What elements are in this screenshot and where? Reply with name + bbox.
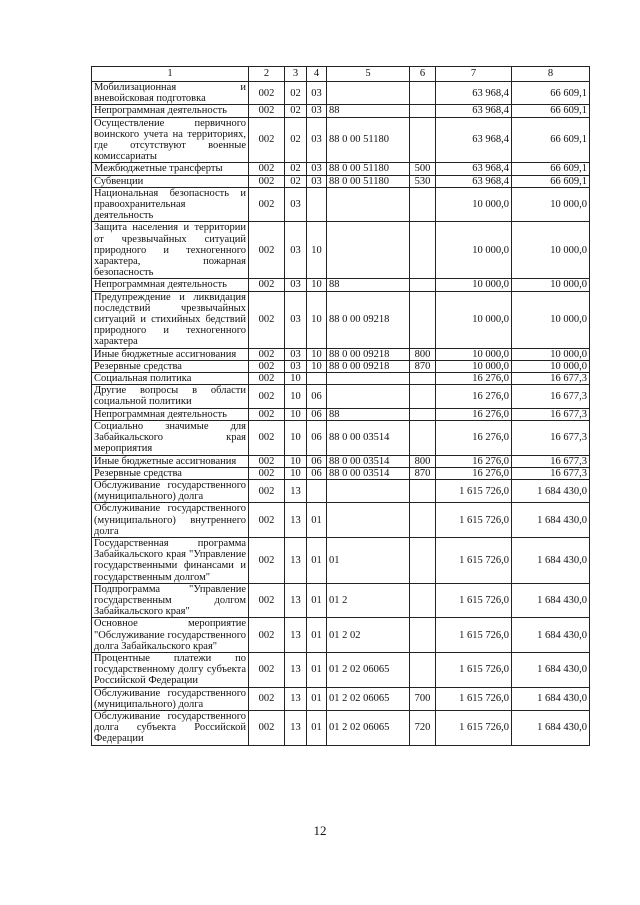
ministry-code-cell: 002	[249, 175, 285, 187]
amount-col8-cell: 1 684 430,0	[512, 710, 590, 745]
budget-table	[91, 66, 590, 746]
subsection-code-cell: 01	[307, 618, 327, 653]
amount-col7-cell: 1 615 726,0	[436, 583, 512, 618]
section-code-cell: 13	[285, 652, 307, 687]
amount-col8-cell: 16 677,3	[512, 385, 590, 408]
ministry-code-cell: 002	[249, 687, 285, 710]
target-article-cell	[327, 385, 410, 408]
section-code-cell: 13	[285, 583, 307, 618]
table-row	[92, 710, 590, 745]
expense-type-cell	[410, 652, 436, 687]
section-code-cell: 10	[285, 467, 307, 479]
amount-col7-cell: 10 000,0	[436, 187, 512, 222]
table-row	[92, 222, 590, 279]
amount-col8-cell: 10 000,0	[512, 222, 590, 279]
subsection-code-cell: 01	[307, 710, 327, 745]
row-name-cell: Подпрограмма "Управление государственным долгом Забайкальского края"	[92, 583, 249, 618]
expense-type-cell	[410, 117, 436, 163]
subsection-code-cell: 01	[307, 537, 327, 583]
table-row	[92, 187, 590, 222]
target-article-cell: 88 0 00 09218	[327, 291, 410, 348]
subsection-code-cell: 10	[307, 291, 327, 348]
section-code-cell: 02	[285, 105, 307, 117]
ministry-code-cell: 002	[249, 291, 285, 348]
subsection-code-cell: 06	[307, 385, 327, 408]
section-code-cell: 13	[285, 537, 307, 583]
expense-type-cell	[410, 279, 436, 291]
amount-col8-cell: 16 677,3	[512, 467, 590, 479]
row-name-cell: Резервные средства	[92, 467, 249, 479]
section-code-cell: 03	[285, 291, 307, 348]
amount-col8-cell: 10 000,0	[512, 187, 590, 222]
subsection-code-cell	[307, 187, 327, 222]
row-name-cell: Непрограммная деятельность	[92, 408, 249, 420]
ministry-code-cell: 002	[249, 82, 285, 105]
row-name-cell: Осуществление первичного воинского учета на территориях, где отсутствуют военные комиссариаты	[92, 117, 249, 163]
row-name-cell: Процентные платежи по государственному долгу субъекта Российской Федерации	[92, 652, 249, 687]
table-row	[92, 291, 590, 348]
column-header-4: 4	[307, 67, 327, 82]
subsection-code-cell: 03	[307, 117, 327, 163]
expense-type-cell	[410, 537, 436, 583]
amount-col7-cell: 10 000,0	[436, 360, 512, 372]
amount-col7-cell: 63 968,4	[436, 163, 512, 175]
table-row	[92, 467, 590, 479]
ministry-code-cell: 002	[249, 710, 285, 745]
expense-type-cell	[410, 503, 436, 538]
amount-col8-cell: 66 609,1	[512, 105, 590, 117]
ministry-code-cell: 002	[249, 618, 285, 653]
section-code-cell: 03	[285, 222, 307, 279]
expense-type-cell	[410, 479, 436, 502]
amount-col7-cell: 63 968,4	[436, 175, 512, 187]
target-article-cell: 88 0 00 51180	[327, 175, 410, 187]
ministry-code-cell: 002	[249, 117, 285, 163]
row-name-cell: Обслуживание государственного (муниципального) внутреннего долга	[92, 503, 249, 538]
section-code-cell: 10	[285, 408, 307, 420]
target-article-cell: 01	[327, 537, 410, 583]
subsection-code-cell: 06	[307, 467, 327, 479]
ministry-code-cell: 002	[249, 467, 285, 479]
row-name-cell: Непрограммная деятельность	[92, 279, 249, 291]
amount-col8-cell: 10 000,0	[512, 360, 590, 372]
row-name-cell: Предупреждение и ликвидация последствий чрезвычайных ситуаций и стихийных бедствий природного и техногенного характера	[92, 291, 249, 348]
target-article-cell: 01 2 02 06065	[327, 652, 410, 687]
ministry-code-cell: 002	[249, 408, 285, 420]
row-name-cell: Иные бюджетные ассигнования	[92, 455, 249, 467]
amount-col7-cell: 63 968,4	[436, 82, 512, 105]
amount-col7-cell: 10 000,0	[436, 222, 512, 279]
section-code-cell: 13	[285, 479, 307, 502]
section-code-cell: 13	[285, 503, 307, 538]
expense-type-cell	[410, 583, 436, 618]
section-code-cell: 10	[285, 420, 307, 455]
amount-col7-cell: 63 968,4	[436, 117, 512, 163]
amount-col8-cell: 1 684 430,0	[512, 537, 590, 583]
subsection-code-cell: 01	[307, 652, 327, 687]
expense-type-cell	[410, 291, 436, 348]
section-code-cell: 02	[285, 117, 307, 163]
target-article-cell: 88 0 00 09218	[327, 348, 410, 360]
amount-col8-cell: 1 684 430,0	[512, 503, 590, 538]
subsection-code-cell: 03	[307, 163, 327, 175]
column-header-3: 3	[285, 67, 307, 82]
subsection-code-cell: 01	[307, 503, 327, 538]
row-name-cell: Защита населения и территории от чрезвычайных ситуаций природного и техногенного характера, пожарная безопасность	[92, 222, 249, 279]
target-article-cell: 88	[327, 279, 410, 291]
target-article-cell	[327, 373, 410, 385]
target-article-cell: 01 2 02	[327, 618, 410, 653]
table-row	[92, 117, 590, 163]
target-article-cell: 88	[327, 105, 410, 117]
target-article-cell	[327, 187, 410, 222]
amount-col8-cell: 1 684 430,0	[512, 652, 590, 687]
row-name-cell: Другие вопросы в области социальной политики	[92, 385, 249, 408]
expense-type-cell: 500	[410, 163, 436, 175]
subsection-code-cell: 01	[307, 687, 327, 710]
table-body	[92, 82, 590, 746]
target-article-cell: 88 0 00 03514	[327, 467, 410, 479]
expense-type-cell	[410, 420, 436, 455]
column-header-5: 5	[327, 67, 410, 82]
table-row	[92, 687, 590, 710]
amount-col8-cell: 1 684 430,0	[512, 687, 590, 710]
table-row	[92, 348, 590, 360]
row-name-cell: Иные бюджетные ассигнования	[92, 348, 249, 360]
section-code-cell: 10	[285, 373, 307, 385]
row-name-cell: Субвенции	[92, 175, 249, 187]
row-name-cell: Обслуживание государственного (муниципального) долга	[92, 687, 249, 710]
target-article-cell: 88 0 00 51180	[327, 163, 410, 175]
target-article-cell: 88	[327, 408, 410, 420]
expense-type-cell	[410, 105, 436, 117]
table-row	[92, 373, 590, 385]
section-code-cell: 13	[285, 710, 307, 745]
expense-type-cell: 870	[410, 467, 436, 479]
row-name-cell: Социальная политика	[92, 373, 249, 385]
section-code-cell: 13	[285, 618, 307, 653]
column-header-8: 8	[512, 67, 590, 82]
ministry-code-cell: 002	[249, 537, 285, 583]
subsection-code-cell: 10	[307, 348, 327, 360]
row-name-cell: Обслуживание государственного долга субъекта Российской Федерации	[92, 710, 249, 745]
ministry-code-cell: 002	[249, 187, 285, 222]
table-row	[92, 652, 590, 687]
expense-type-cell: 700	[410, 687, 436, 710]
section-code-cell: 02	[285, 82, 307, 105]
amount-col8-cell: 16 677,3	[512, 408, 590, 420]
amount-col8-cell: 66 609,1	[512, 175, 590, 187]
target-article-cell: 88 0 00 51180	[327, 117, 410, 163]
expense-type-cell	[410, 187, 436, 222]
amount-col8-cell: 66 609,1	[512, 82, 590, 105]
amount-col7-cell: 1 615 726,0	[436, 687, 512, 710]
row-name-cell: Государственная программа Забайкальского края "Управление государственными финансами и государственным долгом"	[92, 537, 249, 583]
amount-col7-cell: 16 276,0	[436, 455, 512, 467]
table-row	[92, 82, 590, 105]
amount-col8-cell: 16 677,3	[512, 420, 590, 455]
amount-col7-cell: 1 615 726,0	[436, 503, 512, 538]
section-code-cell: 03	[285, 360, 307, 372]
amount-col7-cell: 1 615 726,0	[436, 618, 512, 653]
target-article-cell	[327, 479, 410, 502]
table-row	[92, 408, 590, 420]
row-name-cell: Социально значимые для Забайкальского края мероприятия	[92, 420, 249, 455]
amount-col8-cell: 16 677,3	[512, 455, 590, 467]
table-row	[92, 503, 590, 538]
amount-col7-cell: 63 968,4	[436, 105, 512, 117]
header-row	[92, 67, 590, 82]
target-article-cell	[327, 222, 410, 279]
subsection-code-cell: 03	[307, 105, 327, 117]
column-header-6: 6	[410, 67, 436, 82]
table-row	[92, 163, 590, 175]
ministry-code-cell: 002	[249, 479, 285, 502]
target-article-cell: 01 2	[327, 583, 410, 618]
column-header-1: 1	[92, 67, 249, 82]
ministry-code-cell: 002	[249, 373, 285, 385]
amount-col8-cell: 1 684 430,0	[512, 618, 590, 653]
amount-col7-cell: 16 276,0	[436, 373, 512, 385]
section-code-cell: 13	[285, 687, 307, 710]
ministry-code-cell: 002	[249, 222, 285, 279]
ministry-code-cell: 002	[249, 279, 285, 291]
ministry-code-cell: 002	[249, 503, 285, 538]
row-name-cell: Непрограммная деятельность	[92, 105, 249, 117]
column-header-7: 7	[436, 67, 512, 82]
target-article-cell: 01 2 02 06065	[327, 687, 410, 710]
row-name-cell: Обслуживание государственного (муниципального) долга	[92, 479, 249, 502]
subsection-code-cell: 10	[307, 222, 327, 279]
ministry-code-cell: 002	[249, 163, 285, 175]
ministry-code-cell: 002	[249, 105, 285, 117]
table-row	[92, 385, 590, 408]
amount-col7-cell: 10 000,0	[436, 348, 512, 360]
amount-col8-cell: 66 609,1	[512, 117, 590, 163]
expense-type-cell	[410, 222, 436, 279]
subsection-code-cell: 06	[307, 455, 327, 467]
amount-col7-cell: 16 276,0	[436, 420, 512, 455]
subsection-code-cell: 01	[307, 583, 327, 618]
expense-type-cell: 800	[410, 348, 436, 360]
amount-col8-cell: 16 677,3	[512, 373, 590, 385]
amount-col7-cell: 1 615 726,0	[436, 537, 512, 583]
subsection-code-cell: 03	[307, 82, 327, 105]
amount-col7-cell: 10 000,0	[436, 279, 512, 291]
amount-col7-cell: 16 276,0	[436, 467, 512, 479]
subsection-code-cell: 06	[307, 420, 327, 455]
amount-col8-cell: 10 000,0	[512, 291, 590, 348]
ministry-code-cell: 002	[249, 583, 285, 618]
ministry-code-cell: 002	[249, 360, 285, 372]
section-code-cell: 10	[285, 455, 307, 467]
amount-col7-cell: 16 276,0	[436, 408, 512, 420]
table-row	[92, 360, 590, 372]
section-code-cell: 03	[285, 187, 307, 222]
amount-col7-cell: 16 276,0	[436, 385, 512, 408]
subsection-code-cell	[307, 373, 327, 385]
expense-type-cell: 530	[410, 175, 436, 187]
section-code-cell: 03	[285, 279, 307, 291]
row-name-cell: Мобилизационная и вневойсковая подготовка	[92, 82, 249, 105]
target-article-cell: 01 2 02 06065	[327, 710, 410, 745]
section-code-cell: 03	[285, 348, 307, 360]
expense-type-cell	[410, 408, 436, 420]
expense-type-cell	[410, 385, 436, 408]
subsection-code-cell: 03	[307, 175, 327, 187]
target-article-cell	[327, 503, 410, 538]
table-row	[92, 537, 590, 583]
expense-type-cell	[410, 373, 436, 385]
table-row	[92, 420, 590, 455]
expense-type-cell: 870	[410, 360, 436, 372]
expense-type-cell: 800	[410, 455, 436, 467]
table-row	[92, 479, 590, 502]
subsection-code-cell: 10	[307, 360, 327, 372]
section-code-cell: 02	[285, 163, 307, 175]
row-name-cell: Национальная безопасность и правоохранительная деятельность	[92, 187, 249, 222]
section-code-cell: 02	[285, 175, 307, 187]
target-article-cell: 88 0 00 03514	[327, 420, 410, 455]
amount-col8-cell: 1 684 430,0	[512, 583, 590, 618]
target-article-cell	[327, 82, 410, 105]
section-code-cell: 10	[285, 385, 307, 408]
row-name-cell: Межбюджетные трансферты	[92, 163, 249, 175]
ministry-code-cell: 002	[249, 455, 285, 467]
amount-col7-cell: 1 615 726,0	[436, 710, 512, 745]
ministry-code-cell: 002	[249, 652, 285, 687]
subsection-code-cell: 06	[307, 408, 327, 420]
amount-col8-cell: 10 000,0	[512, 279, 590, 291]
ministry-code-cell: 002	[249, 385, 285, 408]
page-number: 12	[313, 823, 327, 838]
ministry-code-cell: 002	[249, 420, 285, 455]
amount-col8-cell: 66 609,1	[512, 163, 590, 175]
amount-col8-cell: 10 000,0	[512, 348, 590, 360]
column-header-2: 2	[249, 67, 285, 82]
table-row	[92, 455, 590, 467]
amount-col7-cell: 1 615 726,0	[436, 479, 512, 502]
expense-type-cell	[410, 618, 436, 653]
table-row	[92, 583, 590, 618]
row-name-cell: Резервные средства	[92, 360, 249, 372]
amount-col8-cell: 1 684 430,0	[512, 479, 590, 502]
table-row	[92, 105, 590, 117]
target-article-cell: 88 0 00 03514	[327, 455, 410, 467]
row-name-cell: Основное мероприятие "Обслуживание государственного долга Забайкальского края"	[92, 618, 249, 653]
target-article-cell: 88 0 00 09218	[327, 360, 410, 372]
ministry-code-cell: 002	[249, 348, 285, 360]
table-row	[92, 175, 590, 187]
table-row	[92, 279, 590, 291]
amount-col7-cell: 10 000,0	[436, 291, 512, 348]
subsection-code-cell: 10	[307, 279, 327, 291]
table-row	[92, 618, 590, 653]
expense-type-cell: 720	[410, 710, 436, 745]
expense-type-cell	[410, 82, 436, 105]
amount-col7-cell: 1 615 726,0	[436, 652, 512, 687]
subsection-code-cell	[307, 479, 327, 502]
